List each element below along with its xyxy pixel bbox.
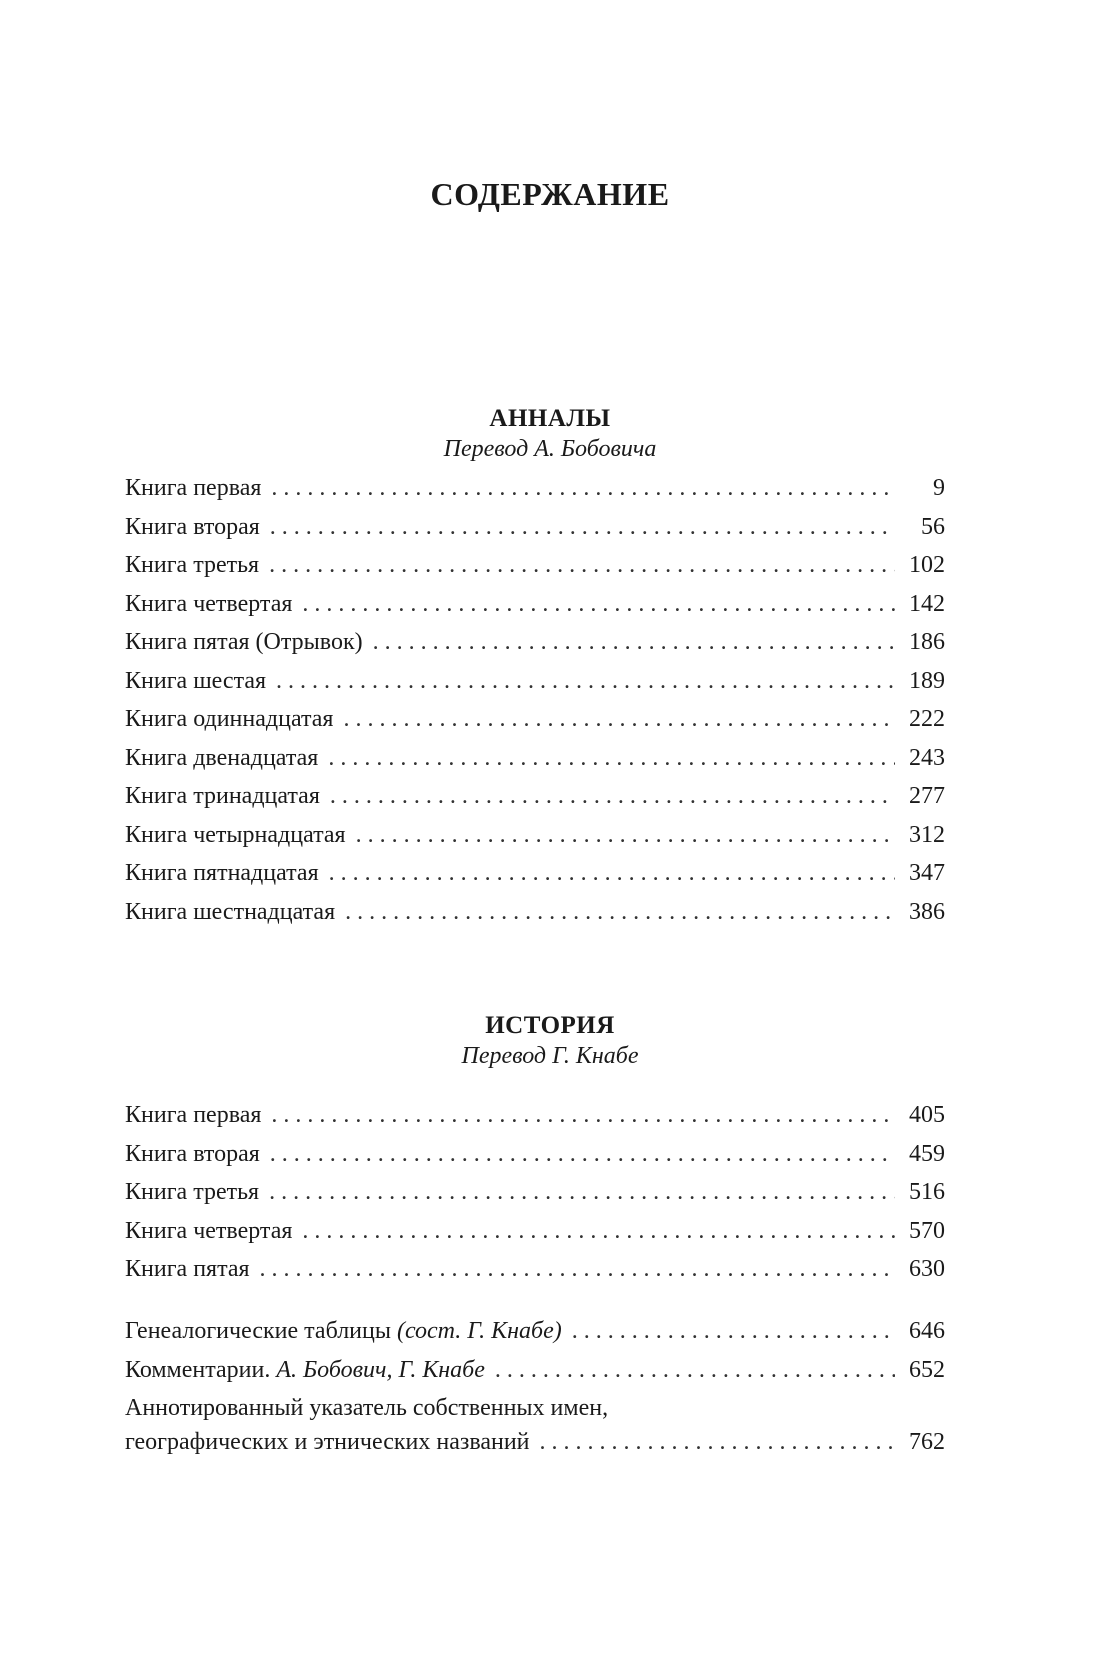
toc-page-number: 459 <box>909 1140 945 1167</box>
leader-dots <box>343 704 895 734</box>
leader-dots <box>270 1139 895 1169</box>
leader-dots <box>271 1100 895 1130</box>
toc-label: Книга четвертая <box>125 590 293 617</box>
toc-page-number: 277 <box>909 783 945 809</box>
toc-entry[interactable] <box>125 550 945 589</box>
toc-entry-genealogy[interactable] <box>125 1316 945 1355</box>
toc-entry[interactable] <box>125 512 945 551</box>
leader-dots <box>260 1254 895 1284</box>
toc-page-number: 630 <box>909 1256 945 1282</box>
leader-dots <box>572 1316 895 1346</box>
leader-dots <box>356 820 895 850</box>
toc-entry[interactable] <box>125 627 945 666</box>
leader-dots <box>373 627 895 657</box>
leader-dots <box>276 666 895 696</box>
toc-label: Книга четвертая <box>125 1217 293 1244</box>
toc-label: Книга вторая <box>125 1140 260 1167</box>
toc-list-history <box>125 1100 945 1293</box>
toc-page-number: 516 <box>909 1179 945 1205</box>
section-translator: Перевод Г. Кнабе <box>461 1043 639 1069</box>
toc-entry[interactable] <box>125 1100 945 1139</box>
toc-label: Книга шестнадцатая <box>125 898 336 925</box>
toc-entry-commentary[interactable] <box>125 1355 945 1394</box>
toc-entry[interactable] <box>125 897 945 936</box>
toc-list-appendix <box>125 1316 945 1465</box>
toc-page-number: 570 <box>909 1217 945 1244</box>
toc-page-number: 243 <box>909 744 945 771</box>
toc-label: Книга вторая <box>125 513 260 540</box>
toc-list-annals <box>125 473 945 935</box>
toc-page-number: 652 <box>909 1356 945 1383</box>
leader-dots <box>328 743 895 773</box>
toc-label: Книга пятнадцатая <box>125 860 319 886</box>
toc-label: Книга третья <box>125 1179 260 1205</box>
toc-page-number: 386 <box>909 898 945 925</box>
leader-dots <box>302 1216 895 1246</box>
toc-page-number: 762 <box>909 1429 945 1455</box>
toc-page-number: 186 <box>909 629 945 655</box>
toc-entry[interactable] <box>125 1139 945 1178</box>
toc-label-main: Генеалогические таблицы <box>125 1318 391 1344</box>
leader-dots <box>270 512 895 542</box>
toc-entry[interactable] <box>125 1216 945 1255</box>
toc-page-number: 142 <box>909 590 945 617</box>
toc-label <box>125 1355 485 1385</box>
toc-label: Книга четырнадцатая <box>125 821 346 848</box>
toc-last-line <box>125 1427 945 1465</box>
toc-label: Книга первая <box>125 475 262 501</box>
section-title: АННАЛЫ <box>489 405 611 432</box>
toc-label-line2: географических и этнических названий <box>125 1429 530 1455</box>
toc-label: Книга третья <box>125 552 260 578</box>
toc-entry[interactable] <box>125 589 945 628</box>
toc-page-number: 312 <box>909 821 945 848</box>
leader-dots <box>269 550 895 580</box>
section-heading-history <box>0 1011 1100 1071</box>
toc-label-note: (сост. Г. Кнабе) <box>396 1318 562 1344</box>
toc-label: Книга тринадцатая <box>125 783 320 809</box>
toc-label: Книга шестая <box>125 667 267 694</box>
section-heading-annals <box>0 404 1100 464</box>
toc-entry[interactable] <box>125 704 945 743</box>
section-title: ИСТОРИЯ <box>485 1012 615 1039</box>
toc-entry[interactable] <box>125 473 945 512</box>
toc-entry[interactable] <box>125 1254 945 1293</box>
leader-dots <box>495 1355 895 1385</box>
toc-entry[interactable] <box>125 781 945 820</box>
toc-label: Книга одиннадцатая <box>125 706 334 732</box>
leader-dots <box>271 473 895 503</box>
toc-label: Книга пятая (Отрывок) <box>125 629 363 655</box>
page-title: СОДЕРЖАНИЕ <box>430 176 670 212</box>
section-translator: Перевод А. Бобовича <box>443 436 657 462</box>
leader-dots <box>329 858 895 888</box>
leader-dots <box>330 781 895 811</box>
toc-page-number: 347 <box>909 860 945 886</box>
toc-label: Книга пятая <box>125 1256 250 1282</box>
toc-entry[interactable] <box>125 743 945 782</box>
toc-label: Книга двенадцатая <box>125 744 319 771</box>
toc-entry[interactable] <box>125 820 945 859</box>
toc-label-main: Комментарии. <box>125 1356 271 1383</box>
toc-page-number: 102 <box>909 552 945 578</box>
leader-dots <box>345 897 895 927</box>
toc-label-line1: Аннотированный указатель собственных имен, <box>125 1395 609 1421</box>
toc-page-number: 9 <box>933 475 945 501</box>
toc-page-number: 405 <box>909 1102 945 1128</box>
toc-page-number: 189 <box>909 667 945 694</box>
leader-dots <box>540 1427 895 1457</box>
toc-page-number: 646 <box>909 1318 945 1344</box>
toc-entry[interactable] <box>125 666 945 705</box>
toc-page-number: 222 <box>909 706 945 732</box>
toc-entry[interactable] <box>125 1177 945 1216</box>
toc-label: Книга первая <box>125 1102 262 1128</box>
toc-label <box>125 1316 562 1346</box>
toc-entry-index[interactable] <box>125 1393 945 1465</box>
leader-dots <box>302 589 895 619</box>
toc-page-number: 56 <box>921 513 945 540</box>
leader-dots <box>269 1177 895 1207</box>
toc-entry[interactable] <box>125 858 945 897</box>
toc-label-note: А. Бобович, Г. Кнабе <box>276 1356 485 1383</box>
